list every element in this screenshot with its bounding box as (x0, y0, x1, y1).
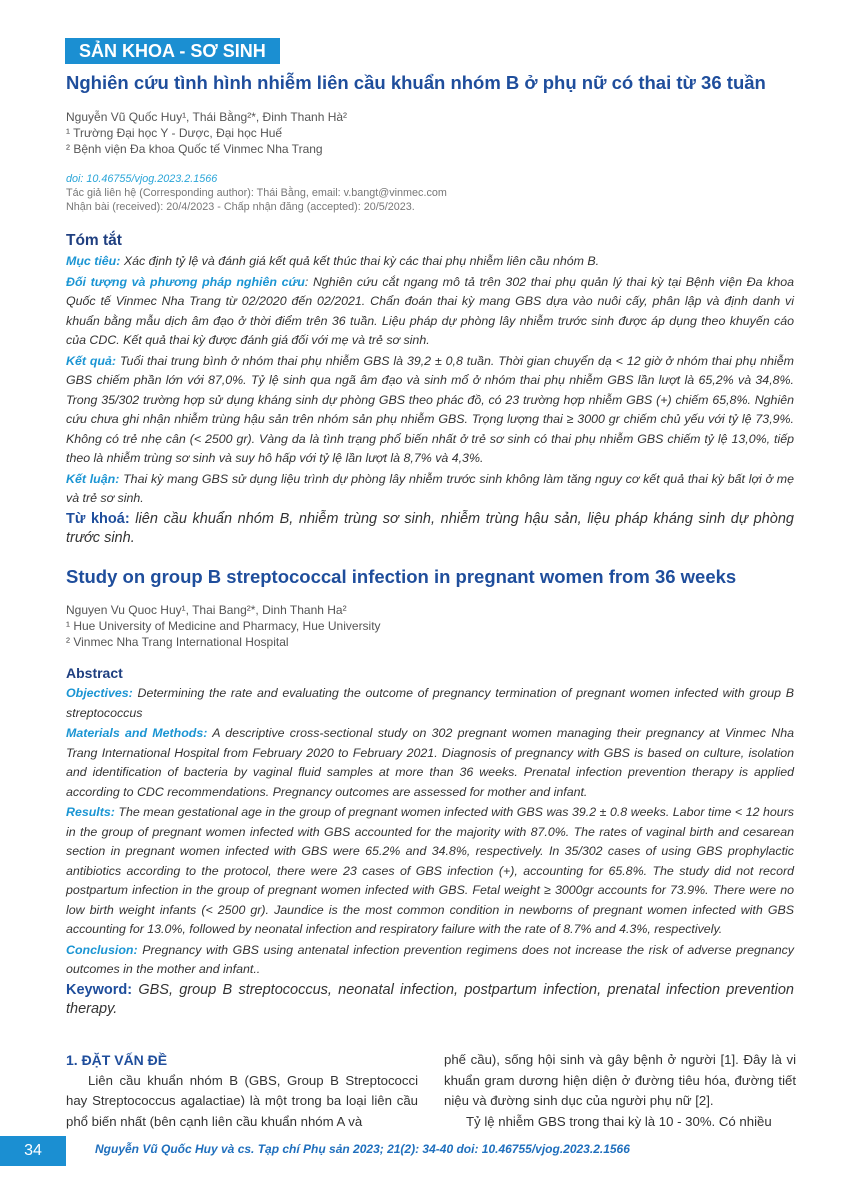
received-accepted: Nhận bài (received): 20/4/2023 - Chấp nhận đăng (accepted): 20/5/2023. (66, 201, 415, 213)
abstract-paragraph (66, 273, 794, 351)
paragraph-text: Determining the rate and evaluating the outcome of pregnancy termination of pregnant women infected with group B streptococcus (66, 686, 794, 720)
paragraph-text: Tuổi thai trung bình ở nhóm thai phụ nhiễm GBS là 39,2 ± 0,8 tuần. Thời gian chuyển dạ < 12 giờ ở nhóm thai phụ nhiễm GBS chiếm phần lớn với 87,0%. Tỷ lệ sinh qua ngã âm đạo và sinh mổ ở nhóm thai phụ nhiễm GBS lần lượt là 65,2% và 34,8%. Trong 35/302 trường hợp sử dụng kháng sinh dự phòng GBS theo phác đồ, có 23 trường hợp nhiễm GBS (+) chiếm 65,8%. Nghiên cứu chưa ghi nhận nhiễm trùng hậu sản trên nhóm sản phụ nhiễm GBS. Trọng lượng thai ≥ 3000 gr chiếm chủ yếu với tỷ lệ 73,9%. Không có trẻ nhẹ cân (< 2500 gr). Vàng da là tình trạng phổ biến nhất ở trẻ sơ sinh có thai phụ nhiễm GBS chiếm tỷ lệ 13,0%, tiếp theo là nhiễm trùng sơ sinh và suy hô hấp với tỷ lệ lần lượt là 8,7% và 4,3%. (66, 353, 794, 465)
affiliation-2: ² Vinmec Nha Trang International Hospital (66, 635, 289, 649)
authors-vn (66, 109, 794, 157)
section-tag: SẢN KHOA - SƠ SINH (65, 38, 280, 64)
paragraph-label: Đối tượng và phương pháp nghiên cứu (66, 274, 305, 289)
abstract-paragraph (66, 941, 794, 980)
authors-en (66, 602, 794, 650)
body-paragraph: phế cầu), sống hội sinh và gây bệnh ở người [1]. Đây là vi khuẩn gram dương hiện diện ở đường tiêu hóa, đường tiết niệu và đường sinh dục của người phụ nữ [2]. (444, 1052, 796, 1108)
abstract-heading-vn: Tóm tắt (66, 232, 122, 249)
abstract-paragraph (66, 352, 794, 469)
paragraph-label: Kết luận: (66, 471, 120, 486)
body-paragraph: Tỷ lệ nhiễm GBS trong thai kỳ là 10 - 30%. Có nhiều (466, 1113, 772, 1129)
keywords-text: liên cầu khuẩn nhóm B, nhiễm trùng sơ sinh, nhiễm trùng hậu sản, liệu pháp kháng sinh dự phòng trước sinh. (66, 510, 794, 546)
authors: Nguyen Vu Quoc Huy¹, Thai Bang²*, Dinh Thanh Ha² (66, 603, 347, 617)
keywords-vn (66, 510, 794, 549)
page-number: 34 (0, 1136, 66, 1166)
keywords-text: GBS, group B streptococcus, neonatal infection, postpartum infection, prenatal infection prevention therapy. (66, 981, 794, 1017)
abstract-heading-en: Abstract (66, 665, 123, 681)
paragraph-label: Results: (66, 805, 115, 819)
abstract-vn (66, 252, 794, 549)
abstract-paragraph (66, 803, 794, 940)
affiliation-1: ¹ Trường Đại học Y - Dược, Đại học Huế (66, 126, 283, 140)
paragraph-label: Kết quả: (66, 353, 117, 368)
corresponding-author: Tác giả liên hệ (Corresponding author): Thái Bằng, email: v.bangt@vinmec.com (66, 187, 447, 199)
paragraph-text: : Nghiên cứu cắt ngang mô tả trên 302 thai phụ quản lý thai kỳ tại Bệnh viện Đa khoa Quốc tế Vinmec Nha Trang từ 02/2020 đến 02/2021. Chẩn đoán thai kỳ mang GBS dựa vào nuôi cấy, phân lập và định danh vi khuẩn bằng mẫu dịch âm đạo ở thời điểm trên 36 tuần. Liệu pháp dự phòng lây nhiễm trước sinh được áp dụng theo khuyến cáo của CDC. Kết quả thai kỳ được đánh giá đối với mẹ và trẻ sơ sinh. (66, 274, 794, 347)
abstract-en (66, 684, 794, 1020)
paragraph-text: Pregnancy with GBS using antenatal infection prevention regimens does not increase the risk of adverse pregnancy outcomes in the mother and infant.. (66, 942, 794, 976)
paragraph-text: A descriptive cross-sectional study on 302 pregnant women managing their pregnancy at Vinmec Nha Trang International Hospital from February 2020 to February 2021. Diagnosis of pregnancy with GBS is based on culture, isolation and identification of bacteria by vaginal fluid samples at more than 36 weeks. Prenatal infection prevention therapy is applied according to CDC recommendations. Pregnancy outcomes are assessed for mother and infant. (66, 726, 794, 799)
paragraph-label: Conclusion: (66, 942, 138, 957)
keywords-en (66, 981, 794, 1020)
abstract-paragraph (66, 684, 794, 723)
body-column-right (444, 1050, 796, 1132)
paragraph-label: Objectives: (66, 686, 133, 700)
abstract-paragraph (66, 470, 794, 509)
footer-citation: Nguyễn Vũ Quốc Huy và cs. Tạp chí Phụ sản 2023; 21(2): 34-40 doi: 10.46755/vjog.2023.2.1566 (95, 1142, 630, 1156)
body-paragraph: Liên cầu khuẩn nhóm B (GBS, Group B Streptococci hay Streptococcus agalactiae) là một trong ba loại liên cầu phổ biến nhất (bên cạnh liên cầu khuẩn nhóm A và (66, 1072, 418, 1129)
keywords-label: Từ khoá: (66, 510, 130, 527)
abstract-paragraph (66, 252, 794, 272)
section-heading: 1. ĐẶT VẤN ĐỀ (66, 1052, 168, 1068)
paragraph-label: Mục tiêu: (66, 254, 121, 268)
keywords-label: Keyword: (66, 981, 133, 998)
paragraph-text: Xác định tỷ lệ và đánh giá kết quả kết thúc thai kỳ các thai phụ nhiễm liên cầu nhóm B. (120, 254, 600, 268)
abstract-paragraph (66, 724, 794, 802)
doi-link[interactable]: doi: 10.46755/vjog.2023.2.1566 (66, 173, 218, 185)
article-title-vn: Nghiên cứu tình hình nhiễm liên cầu khuẩn nhóm B ở phụ nữ có thai từ 36 tuần (66, 72, 766, 93)
paragraph-label: Materials and Methods: (66, 726, 208, 740)
affiliation-1: ¹ Hue University of Medicine and Pharmacy, Hue University (66, 619, 381, 633)
affiliation-2: ² Bệnh viện Đa khoa Quốc tế Vinmec Nha Trang (66, 142, 323, 156)
authors: Nguyễn Vũ Quốc Huy¹, Thái Bằng²*, Đinh Thanh Hà² (66, 110, 348, 124)
paragraph-text: The mean gestational age in the group of pregnant women infected with GBS was 39.2 ± 0.8 weeks. Labor time < 12 hours in the group of pregnant women infected with GBS accounted for the majority with 87.0%. The rates of vaginal birth and cesarean section in pregnant women infected with GBS were 65.2% and 34.8%, respectively. In 35/302 cases of using GBS prophylactic antibiotics according to the protocol, there were 23 cases of GBS infection (+), accounting for 65.8%. The study did not record postpartum infection in the group of pregnant women infected with GBS. Fetal weight ≥ 3000gr accounts for 73.9%. There were no low birth weight infants (< 2500 gr). Jaundice is the most common condition in newborns of pregnant women infected with GBS accounting for 13.0%, followed by neonatal infection and respiratory failure with the rate of 8.7% and 4.3%, respectively. (66, 805, 794, 936)
article-meta (66, 172, 794, 214)
paragraph-text: Thai kỳ mang GBS sử dụng liệu trình dự phòng lây nhiễm trước sinh không làm tăng nguy cơ kết quả thai kỳ bất lợi ở mẹ và trẻ sơ sinh. (66, 471, 794, 505)
body-column-left (66, 1050, 418, 1132)
article-title-en: Study on group B streptococcal infection in pregnant women from 36 weeks (66, 566, 737, 587)
